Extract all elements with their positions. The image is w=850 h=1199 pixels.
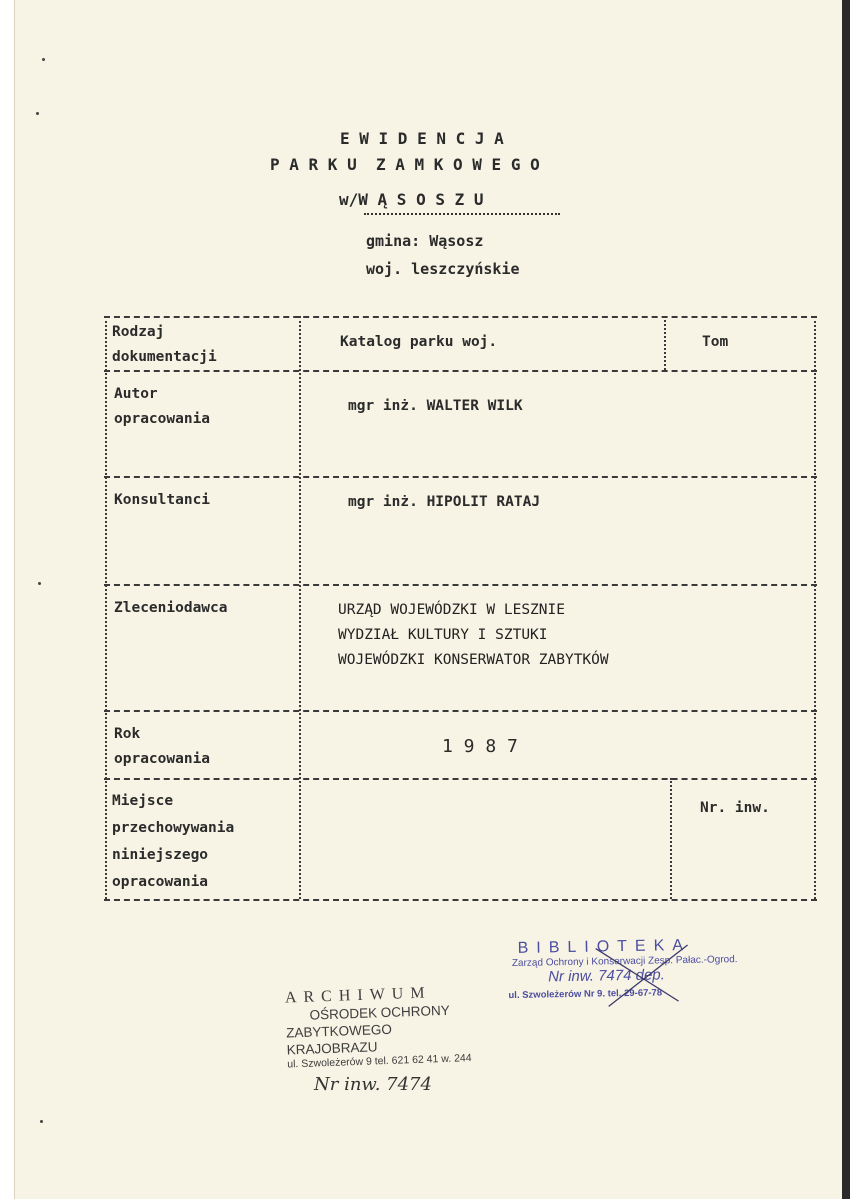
miejsce-label: Miejsce przechowywania niniejszego opracowania bbox=[112, 793, 235, 890]
table-rule bbox=[664, 316, 666, 370]
zleceniodawca-label: Zleceniodawca bbox=[114, 600, 228, 616]
autor-label: Autor opracowania bbox=[114, 386, 211, 427]
table-rule bbox=[104, 778, 817, 780]
scan-speck bbox=[36, 112, 39, 115]
document-title-line1: E W I D E N C J A bbox=[340, 129, 504, 148]
archiwum-stamp-address: ul. Szwoleżerów 9 tel. 621 62 41 w. 244 bbox=[287, 1052, 472, 1071]
konsultanci-label: Konsultanci bbox=[114, 492, 211, 508]
gmina-text: gmina: Wąsosz bbox=[366, 232, 484, 250]
table-rule bbox=[104, 710, 817, 712]
rodzaj-label: Rodzaj dokumentacji bbox=[112, 324, 217, 365]
scan-edge bbox=[842, 0, 850, 1199]
table-rule bbox=[299, 316, 301, 899]
wojewodztwo-text: woj. leszczyńskie bbox=[366, 260, 520, 278]
biblioteka-stamp-line: Zarząd Ochrony i Konserwacji Zesp. Pałac.-Ogrod. bbox=[511, 954, 738, 970]
scan-speck bbox=[40, 1120, 43, 1123]
nr-inw-label: Nr. inw. bbox=[700, 800, 770, 816]
archiwum-stamp-title: ARCHIWUM bbox=[284, 984, 432, 1007]
scan-speck bbox=[38, 582, 41, 585]
archiwum-stamp bbox=[285, 983, 488, 1071]
table-rule bbox=[105, 316, 107, 899]
zleceniodawca-value: URZĄD WOJEWÓDZKI W LESZNIE WYDZIAŁ KULTURY I SZTUKI WOJEWÓDZKI KONSERWATOR ZABYTKÓW bbox=[338, 602, 609, 668]
record-table bbox=[104, 312, 817, 902]
document-title-line2: P A R K U Z A M K O W E G O bbox=[270, 155, 540, 174]
table-rule bbox=[104, 316, 817, 318]
konsultanci-value: mgr inż. HIPOLIT RATAJ bbox=[348, 494, 541, 510]
scan-speck bbox=[42, 58, 45, 61]
table-rule bbox=[104, 584, 817, 586]
rodzaj-value: Katalog parku woj. bbox=[340, 334, 498, 350]
rok-value: 1 9 8 7 bbox=[442, 736, 518, 757]
archiwum-stamp-line: ZABYTKOWEGO KRAJOBRAZU bbox=[285, 1021, 393, 1058]
biblioteka-stamp bbox=[507, 936, 748, 1001]
biblioteka-stamp-title: BIBLIOTEKA bbox=[517, 936, 692, 957]
cross-out-mark bbox=[588, 939, 699, 1011]
document-title-line3: w/W Ą S O S Z U bbox=[339, 190, 484, 209]
table-rule bbox=[104, 476, 817, 478]
biblioteka-stamp-address: ul. Szwoleżerów Nr 9. tel. 29-67-78 bbox=[508, 987, 663, 1002]
autor-value: mgr inż. WALTER WILK bbox=[348, 398, 523, 414]
table-rule bbox=[814, 316, 816, 899]
rok-label: Rok opracowania bbox=[114, 726, 211, 767]
table-rule bbox=[104, 370, 817, 372]
tom-label: Tom bbox=[702, 334, 729, 350]
title-underline bbox=[364, 213, 560, 215]
archiwum-stamp-line: OŚRODEK OCHRONY bbox=[309, 1002, 451, 1023]
table-rule bbox=[670, 778, 672, 899]
table-rule bbox=[104, 899, 817, 901]
handwritten-inventory-note: Nr inw. 7474 bbox=[314, 1074, 432, 1095]
biblioteka-stamp-inventory: Nr inw. 7474 dep. bbox=[547, 966, 666, 986]
